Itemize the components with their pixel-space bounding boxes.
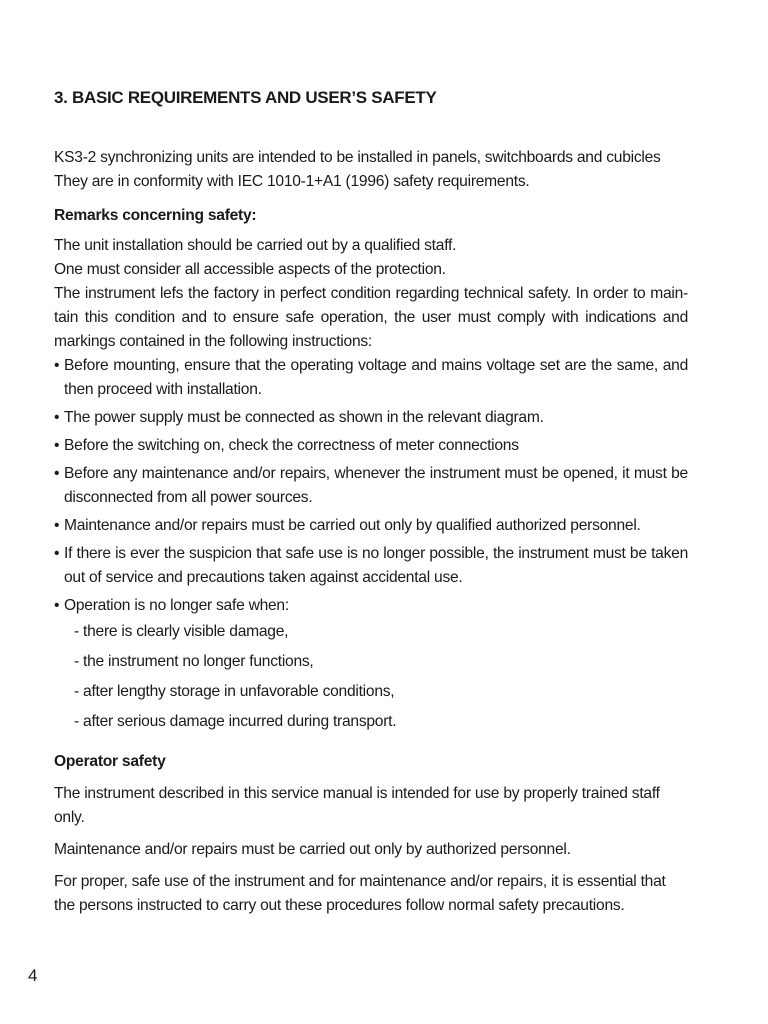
bullet-text: If there is ever the suspicion that safe use is no longer possible, the instrument must be taken out of service and precautions taken against accidental use. — [64, 545, 688, 586]
bullet-glyph: • — [54, 545, 60, 562]
intro-line: They are in conformity with IEC 1010-1+A1 (1996) safety requirements. — [54, 173, 530, 190]
list-item — [54, 594, 688, 734]
bullet-glyph: • — [54, 357, 60, 374]
bullet-text: Before the switching on, check the correctness of meter connections — [64, 437, 519, 454]
operator-safety-section — [54, 750, 688, 918]
list-item: - after lengthy storage in unfavorable conditions, — [74, 683, 395, 700]
manual-page — [54, 86, 688, 926]
remarks-lines — [54, 234, 688, 354]
list-item: - after serious damage incurred during transport. — [74, 713, 397, 730]
bullet-glyph: • — [54, 409, 60, 426]
bullet-glyph: • — [54, 597, 60, 614]
bullet-glyph: • — [54, 437, 60, 454]
bullet-glyph: • — [54, 465, 60, 482]
list-item — [54, 354, 688, 402]
list-item — [54, 406, 688, 430]
intro-block — [54, 146, 688, 194]
unsafe-conditions-list — [64, 620, 688, 734]
list-item: - the instrument no longer functions, — [74, 653, 314, 670]
remarks-line: One must consider all accessible aspects of the protection. — [54, 261, 446, 278]
operator-paragraph: Maintenance and/or repairs must be carried out only by authorized personnel. — [54, 841, 571, 858]
operator-paragraph: The instrument described in this service manual is intended for use by properly trained staff only. — [54, 785, 660, 826]
page-number: 4 — [28, 966, 38, 985]
bullet-text: Before any maintenance and/or repairs, whenever the instrument must be opened, it must be disconnected from all power sources. — [64, 465, 688, 506]
bullet-text: Maintenance and/or repairs must be carried out only by qualified authorized personnel. — [64, 517, 641, 534]
safety-bullet-list — [54, 354, 688, 734]
intro-line: KS3-2 synchronizing units are intended to be installed in panels, switchboards and cubicles — [54, 149, 661, 166]
bullet-text: Before mounting, ensure that the operating voltage and mains voltage set are the same, and then proceed with installation. — [64, 357, 688, 398]
bullet-text: Operation is no longer safe when: — [64, 597, 289, 614]
bullet-glyph: • — [54, 517, 60, 534]
list-item — [54, 514, 688, 538]
remarks-line: The instrument lefs the factory in perfect condition regarding technical safety. In order to main-tain this condition and to ensure safe operation, the user must comply with indications and markings contained in the following instructions: — [54, 285, 688, 350]
remarks-heading: Remarks concerning safety: — [54, 207, 257, 224]
list-item — [54, 434, 688, 458]
list-item — [54, 542, 688, 590]
list-item — [54, 462, 688, 510]
list-item: - there is clearly visible damage, — [74, 623, 289, 640]
remarks-line: The unit installation should be carried out by a qualified staff. — [54, 237, 457, 254]
section-heading: 3. BASIC REQUIREMENTS AND USER’S SAFETY — [54, 88, 437, 107]
operator-paragraph: For proper, safe use of the instrument and for maintenance and/or repairs, it is essential that the persons instructed to carry out these procedures follow normal safety precautions. — [54, 873, 666, 914]
operator-safety-heading: Operator safety — [54, 753, 166, 770]
bullet-text: The power supply must be connected as shown in the relevant diagram. — [64, 409, 544, 426]
